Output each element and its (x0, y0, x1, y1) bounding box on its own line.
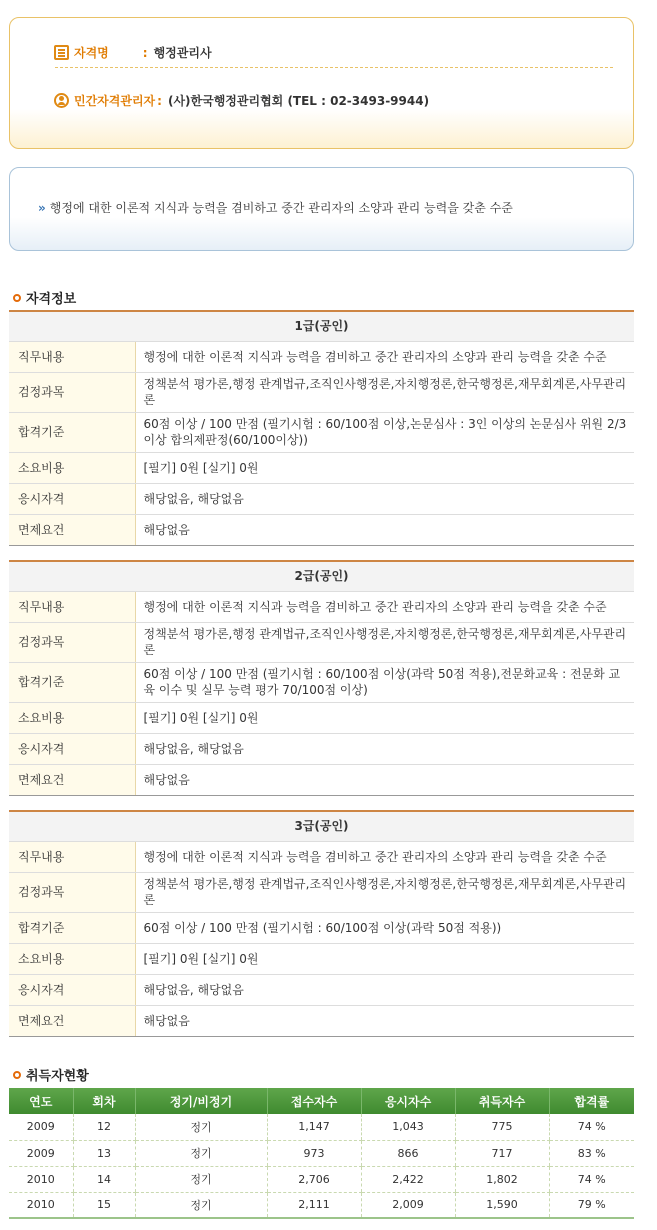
table-row: 소요비용 [필기] 0원 [실기] 0원 (9, 452, 634, 483)
table-row: 2009 12 정기 1,147 1,043 775 74 % (9, 1114, 634, 1140)
table-row: 검정과목 정책분석 평가론,행정 관계법규,조직인사행정론,자치행정론,한국행정론,재무회계론,사무관리론 (9, 622, 634, 662)
table-row: 직무내용 행정에 대한 이론적 지식과 능력을 겸비하고 중간 관리자의 소양과 관리 능력을 갖춘 수준 (9, 591, 634, 622)
grade-title: 3급(공인) (9, 811, 634, 841)
table-row: 검정과목 정책분석 평가론,행정 관계법규,조직인사행정론,자치행정론,한국행정론,재무회계론,사무관리론 (9, 372, 634, 412)
grade-table-1 (9, 310, 634, 546)
grade-table-2 (9, 560, 634, 796)
manager-value: (사)한국행정관리협회 (TEL : 02-3493-9944) (167, 94, 430, 108)
user-icon (54, 93, 69, 108)
table-row: 응시자격 해당없음, 해당없음 (9, 733, 634, 764)
table-row: 합격기준 60점 이상 / 100 만점 (필기시험 : 60/100점 이상,논문심사 : 3인 이상의 논문심사 위원 2/3이상 합의제판정(60/100이상)) (9, 412, 634, 452)
table-row: 면제요건 해당없음 (9, 514, 634, 545)
bullet-icon (13, 294, 21, 302)
qualification-name-label: 자격명 (74, 46, 109, 60)
table-row: 면제요건 해당없음 (9, 764, 634, 795)
qualification-header-box (9, 17, 634, 149)
table-row: 면제요건 해당없음 (9, 1005, 634, 1036)
stats-header-row: 연도 회차 정기/비정기 접수자수 응시자수 취득자수 합격률 (9, 1088, 634, 1114)
table-row: 2010 14 정기 2,706 2,422 1,802 74 % (9, 1166, 634, 1192)
table-row: 직무내용 행정에 대한 이론적 지식과 능력을 겸비하고 중간 관리자의 소양과 관리 능력을 갖춘 수준 (9, 341, 634, 372)
table-row: 소요비용 [필기] 0원 [실기] 0원 (9, 702, 634, 733)
grade-title: 2급(공인) (9, 561, 634, 591)
section-title-stats: 취득자현황 (13, 1065, 89, 1084)
table-row: 응시자격 해당없음, 해당없음 (9, 483, 634, 514)
table-row: 2009 13 정기 973 866 717 83 % (9, 1140, 634, 1166)
section-title-info: 자격정보 (13, 288, 76, 307)
divider (55, 67, 613, 68)
qualification-name-row: 자격명 : 행정관리사 (54, 44, 212, 61)
table-row: 응시자격 해당없음, 해당없음 (9, 974, 634, 1005)
document-icon (54, 45, 69, 60)
table-row: 합격기준 60점 이상 / 100 만점 (필기시험 : 60/100점 이상(과락 50점 적용)) (9, 912, 634, 943)
description-box (9, 167, 634, 251)
grade-title: 1급(공인) (9, 311, 634, 341)
table-row: 합격기준 60점 이상 / 100 만점 (필기시험 : 60/100점 이상(과락 50점 적용),전문화교육 : 전문화 교육 이수 및 실무 능력 평가 70/100점 이상) (9, 662, 634, 702)
double-arrow-icon: » (38, 201, 46, 215)
manager-label: 민간자격관리자 (74, 94, 156, 108)
description-text: 행정에 대한 이론적 지식과 능력을 겸비하고 중간 관리자의 소양과 관리 능력을 갖춘 수준 (49, 201, 513, 215)
table-row: 직무내용 행정에 대한 이론적 지식과 능력을 겸비하고 중간 관리자의 소양과 관리 능력을 갖춘 수준 (9, 841, 634, 872)
manager-row: 민간자격관리자 : (사)한국행정관리협회 (TEL : 02-3493-9944) (54, 92, 429, 109)
bullet-icon (13, 1071, 21, 1079)
qualification-name-value: 행정관리사 (153, 46, 212, 60)
table-row: 2010 15 정기 2,111 2,009 1,590 79 % (9, 1192, 634, 1218)
stats-table (9, 1088, 634, 1219)
table-row: 소요비용 [필기] 0원 [실기] 0원 (9, 943, 634, 974)
grade-table-3 (9, 810, 634, 1037)
table-row: 검정과목 정책분석 평가론,행정 관계법규,조직인사행정론,자치행정론,한국행정론,재무회계론,사무관리론 (9, 872, 634, 912)
